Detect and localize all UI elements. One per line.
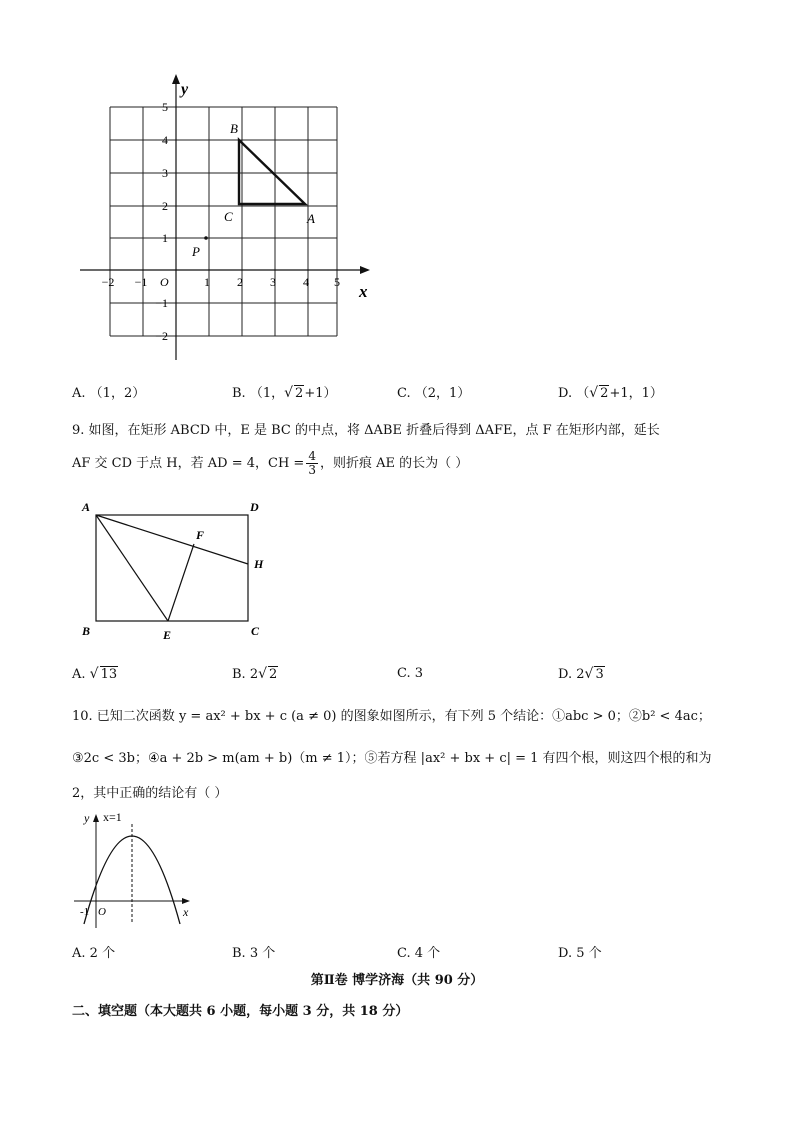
q10-option-b[interactable]: B. 3 个	[232, 946, 276, 961]
q10-stem-line1: 10. 已知二次函数 y = ax² + bx + c (a ≠ 0) 的图象如图所示，有下列 5 个结论：①abc > 0；②b² < 4ac；	[72, 709, 711, 724]
q10-symmetry-label: x=1	[103, 810, 122, 824]
q8-x-tick: 3	[270, 275, 276, 289]
q8-y-tick: 3	[162, 166, 168, 180]
q8-y-tick: 5	[162, 100, 168, 114]
q8-y-tick: −1	[155, 296, 168, 310]
q9-stem-line2: AF 交 CD 于点 H，若 AD = 4，CH = $\frac{4}{3}$ ，则折痕 AE 的长为（ ）	[72, 449, 469, 477]
q8-x-tick: −1	[134, 275, 148, 289]
q9-option-c[interactable]: C. 3	[397, 666, 424, 681]
q9-label-A: A	[82, 500, 91, 514]
section-2-title: 第Ⅱ卷 博学济海（共 90 分）	[310, 973, 484, 988]
q8-x-tick: 4	[303, 275, 309, 289]
q9-label-E: E	[163, 628, 172, 642]
part-2-heading: 二、填空题（本大题共 6 小题，每小题 3 分，共 18 分）	[72, 1004, 409, 1019]
q10-option-d[interactable]: D. 5 个	[558, 946, 602, 961]
q8-option-d[interactable]: D. （√ 2+1，1）	[558, 385, 663, 401]
q8-y-tick: −2	[155, 329, 168, 343]
q10-x-axis-label: x	[183, 905, 189, 919]
q8-option-b[interactable]: B. （1，√ 2+1）	[232, 385, 337, 401]
q8-point-P-label: P	[192, 244, 200, 259]
q9-option-d[interactable]: D. 2√ 3	[558, 666, 604, 682]
q8-point-C-label: C	[224, 209, 233, 224]
q8-option-c[interactable]: C. （2，1）	[397, 386, 471, 401]
q8-y-tick: 1	[162, 231, 168, 245]
q9-label-D: D	[250, 500, 259, 514]
q8-y-tick: 4	[162, 133, 168, 147]
q9-fraction: $\frac{4}{3}$	[308, 449, 316, 477]
q10-stem-line3: 2，其中正确的结论有（ ）	[72, 786, 228, 801]
q9-stem-line1: 9. 如图，在矩形 ABCD 中，E 是 BC 的中点，将 ΔABE 折叠后得到 ΔAFE，点 F 在矩形内部，延长	[72, 423, 660, 438]
q8-origin-label: O	[160, 275, 169, 289]
q8-point-A-label: A	[307, 211, 315, 226]
q10-option-a[interactable]: A. 2 个	[72, 946, 116, 961]
q10-origin-label: O	[98, 906, 106, 918]
q8-option-a[interactable]: A. （1，2）	[72, 386, 146, 401]
q9-label-C: C	[251, 624, 260, 638]
q10-parabola-graph	[70, 806, 200, 931]
q8-x-tick: −2	[101, 275, 115, 289]
q9-label-B: B	[82, 624, 91, 638]
q8-coordinate-grid	[70, 70, 390, 370]
q9-rectangle-figure	[70, 495, 280, 645]
q9-label-H: H	[254, 557, 264, 571]
q10-neg1-label: -1	[80, 906, 90, 918]
q8-point-B-label: B	[230, 121, 238, 136]
q9-label-F: F	[196, 528, 205, 542]
q9-option-a[interactable]: A. √ 13	[72, 666, 118, 682]
q10-stem-line2: ③2c < 3b；④a + 2b > m(am + b)（m ≠ 1）；⑤若方程 |ax² + bx + c| = 1 有四个根，则这四个根的和为	[72, 751, 712, 766]
q8-x-tick: 2	[237, 275, 243, 289]
q10-option-c[interactable]: C. 4 个	[397, 946, 441, 961]
q10-y-axis-label: y	[84, 811, 90, 825]
q8-x-axis-label: x	[359, 282, 368, 301]
q8-y-tick: 2	[162, 199, 168, 213]
q8-y-axis-label: y	[181, 81, 189, 98]
q9-option-b[interactable]: B. 2√ 2	[232, 666, 278, 682]
q8-x-tick: 5	[334, 275, 340, 289]
q8-x-tick: 1	[204, 275, 210, 289]
